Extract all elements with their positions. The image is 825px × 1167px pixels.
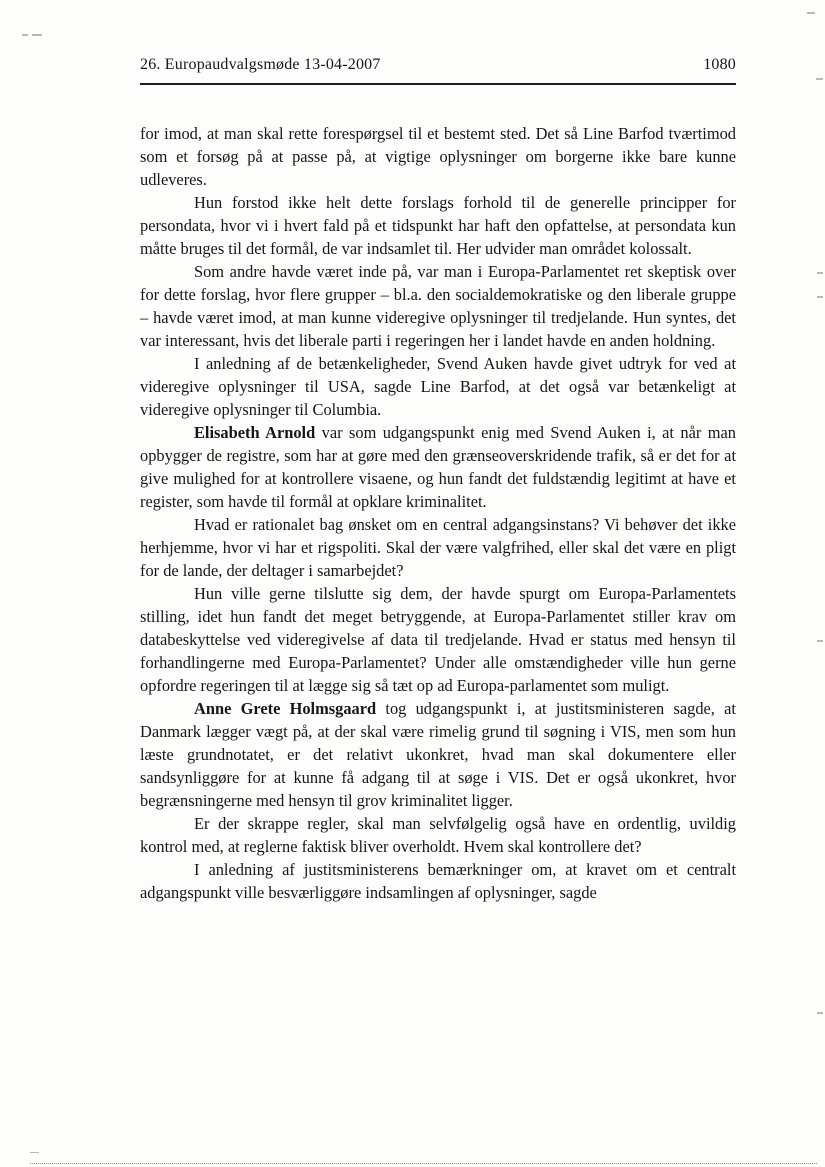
- page-content: [140, 56, 736, 904]
- paragraph: [140, 191, 736, 260]
- scan-artifact: [817, 640, 823, 642]
- scan-artifact: [816, 78, 823, 80]
- paragraph: [140, 260, 736, 352]
- paragraph-text: Er der skrappe regler, skal man selvfølgelig også have en ordentlig, uvildig kontrol med, at reglerne faktisk bliver overholdt. Hvem skal kontrollere det?: [140, 814, 736, 856]
- page-number: 1080: [703, 56, 736, 73]
- paragraph-text: I anledning af de betænkeligheder, Svend Auken havde givet udtryk for ved at videregive oplysninger til USA, sagde Line Barfod, at det også var betænkeligt at videregive oplysninger til Columbia.: [140, 354, 736, 419]
- paragraph-text: var som udgangspunkt enig med Svend Auken i, at når man opbygger de registre, som har at gøre med den grænseoverskridende trafik, så er det for at give mulighed for at kontrollere visaene, og hun fandt det fuldstændig legitimt at have et register, som havde til formål at opklare kriminalitet.: [140, 423, 736, 511]
- scan-artifact: [807, 12, 815, 14]
- scan-artifact: [817, 1012, 823, 1014]
- paragraph-text: I anledning af justitsministerens bemærkninger om, at kravet om et centralt adgangspunkt ville besværliggøre indsamlingen af oplysninger, sagde: [140, 860, 736, 902]
- header-rule: [140, 83, 736, 85]
- scan-artifact: [817, 296, 823, 298]
- scan-artifact: [30, 1163, 817, 1164]
- scan-artifact: [32, 34, 42, 36]
- paragraph: [140, 858, 736, 904]
- paragraph-text: for imod, at man skal rette forespørgsel til et bestemt sted. Det så Line Barfod tværtimod som et forsøg på at passe på, at vigtige oplysninger om borgerne ikke bare kunne udleveres.: [140, 124, 736, 189]
- scan-artifact: [817, 272, 823, 274]
- paragraph: [140, 513, 736, 582]
- paragraph: [140, 352, 736, 421]
- paragraph-text: Hvad er rationalet bag ønsket om en central adgangsinstans? Vi behøver det ikke herhjemme, hvor vi har et rigspoliti. Skal der være valgfrihed, eller skal det være en pligt for de lande, der deltager i samarbejdet?: [140, 515, 736, 580]
- paragraph: [140, 122, 736, 191]
- paragraph: [140, 812, 736, 858]
- page-header: [140, 56, 736, 74]
- paragraph-text: Hun forstod ikke helt dette forslags forhold til de generelle principper for persondata, hvor vi i hvert fald på et tidspunkt har haft den opfattelse, at persondata kun måtte bruges til det formål, de var indsamlet til. Her udvider man området kolossalt.: [140, 193, 736, 258]
- paragraph: [140, 421, 736, 513]
- scan-artifact: [22, 34, 28, 36]
- paragraph-text: Som andre havde været inde på, var man i Europa-Parlamentet ret skeptisk over for dette forslag, hvor flere grupper – bl.a. den socialdemokratiske og den liberale gruppe – havde været imod, at man kunne videregive oplysninger til tredjelande. Hun syntes, det var interessant, hvis det liberale parti i regeringen her i landet havde en anden holdning.: [140, 262, 736, 350]
- paragraph-text: tog udgangspunkt i, at justitsministeren sagde, at Danmark lægger vægt på, at der skal være rimelig grund til søgning i VIS, men som hun læste grundnotatet, er det relativt ukonkret, hvad man skal dokumentere eller sandsynliggøre for at kunne få adgang til at søge i VIS. Det er også ukonkret, hvor begrænsningerne med hensyn til grov kriminalitet ligger.: [140, 699, 736, 810]
- paragraph-text: Hun ville gerne tilslutte sig dem, der havde spurgt om Europa-Parlamentets stilling, idet hun fandt det meget betryggende, at Europa-Parlamentet stiller krav om databeskyttelse ved videregivelse af data til tredjelande. Hvad er status med hensyn til forhandlingerne med Europa-Parlamentet? Under alle omstændigheder ville hun gerne opfordre regeringen til at lægge sig så tæt op ad Europa-parlamentet som muligt.: [140, 584, 736, 695]
- header-title: 26. Europaudvalgsmøde 13-04-2007: [140, 56, 381, 73]
- speaker-name: Anne Grete Holmsgaard: [194, 699, 377, 718]
- scan-artifact: [30, 1152, 39, 1154]
- body-text: [140, 122, 736, 904]
- speaker-name: Elisabeth Arnold: [194, 423, 316, 442]
- paragraph: [140, 582, 736, 697]
- paragraph: [140, 697, 736, 812]
